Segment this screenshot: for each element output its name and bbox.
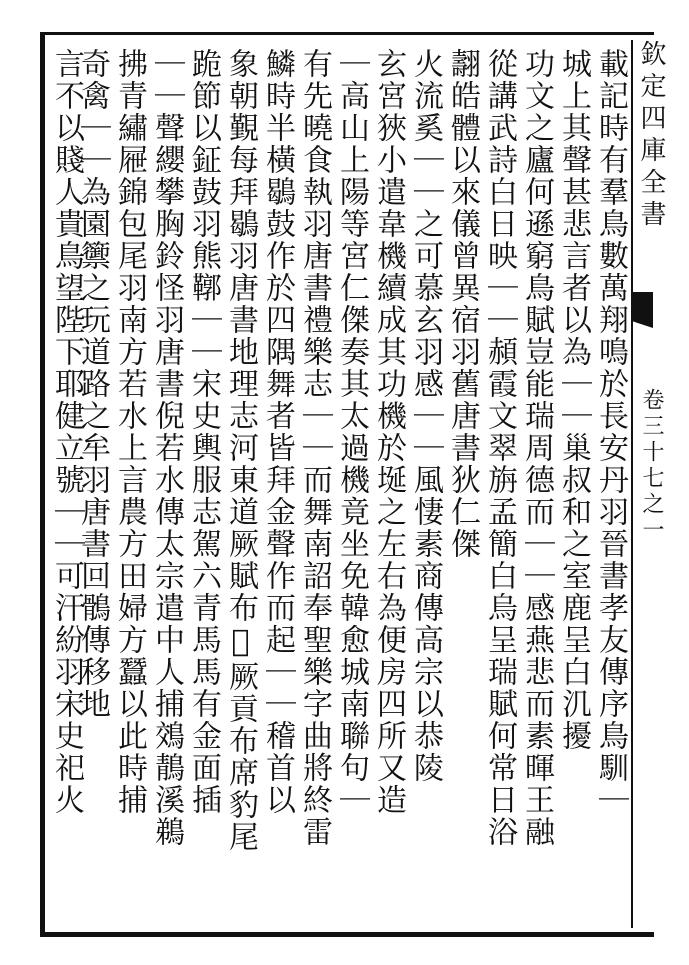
text-column-2: 城上其聲甚悲言者以為｜｜巢叔和之室鹿呈白㲹擾 <box>556 48 591 752</box>
text-column-8: ｜高山上陽等宮仁傑奏其太過機竟坐免韓愈城南聯句｜ <box>334 48 369 816</box>
text-column-9: 有先曉食執羽唐書禮樂志｜｜而舞南詔奉聖樂字曲將終雷 <box>297 48 332 848</box>
text-column-5: 翿皓體以來儀曾異宿羽舊唐書狄仁傑 <box>445 48 480 560</box>
text-column-1: 載記時有羣鳥數萬翔鳴於長安丹羽晉書孝友傳序鳥馴｜ <box>593 48 628 816</box>
text-column-14: 拂青繡屜錦包尾羽南方若水上言農方田婦方蠶以此時捕 <box>112 48 147 816</box>
text-column-11: 象朝覲每拜鶡羽唐書地理志河東道厥賦布𥱧厥貢布席豹尾 <box>223 48 258 853</box>
text-column-16: 言不以賤人貴鳥望陛下耶健立號｜｜可汗紛羽宋史祀火 <box>49 48 84 816</box>
text-column-15: 奇禽｜｜為園籞之玩道路之牟羽唐書回鶻傳移地 <box>75 48 110 720</box>
text-column-10: 鱗時半橫鶡鼓作於四隅舞者皆拜金聲作而起｜｜稽首以 <box>260 48 295 816</box>
margin-volume: 卷三十七之一 <box>639 388 664 544</box>
margin-title: 欽定四庫全書 <box>636 40 666 232</box>
text-column-7: 玄宮狹小遣韋機續成其功機於埏之左右為便房四所又造 <box>371 48 406 816</box>
text-column-6: 火流奚｜｜之可慕玄羽感｜｜風悽素商傳高宗以恭陵 <box>408 48 443 784</box>
text-column-13: ｜｜聲纓攀胸鈴怪羽唐書倪若水傳太宗遣中人捕鵁鶄溪鵜 <box>149 48 184 848</box>
text-column-3: 功文之廬何遜窮鳥賦豈能瑞周德而｜｜感燕悲而素暉王融 <box>519 48 554 848</box>
text-column-12: 跪節以鉦鼓羽熊鞹｜｜宋史輿服志駕六青馬馬有金面插 <box>186 48 221 816</box>
text-column-4: 從講武詩白日映｜｜頳霞文翠旃孟簡白烏呈瑞賦何常日浴 <box>482 48 517 848</box>
